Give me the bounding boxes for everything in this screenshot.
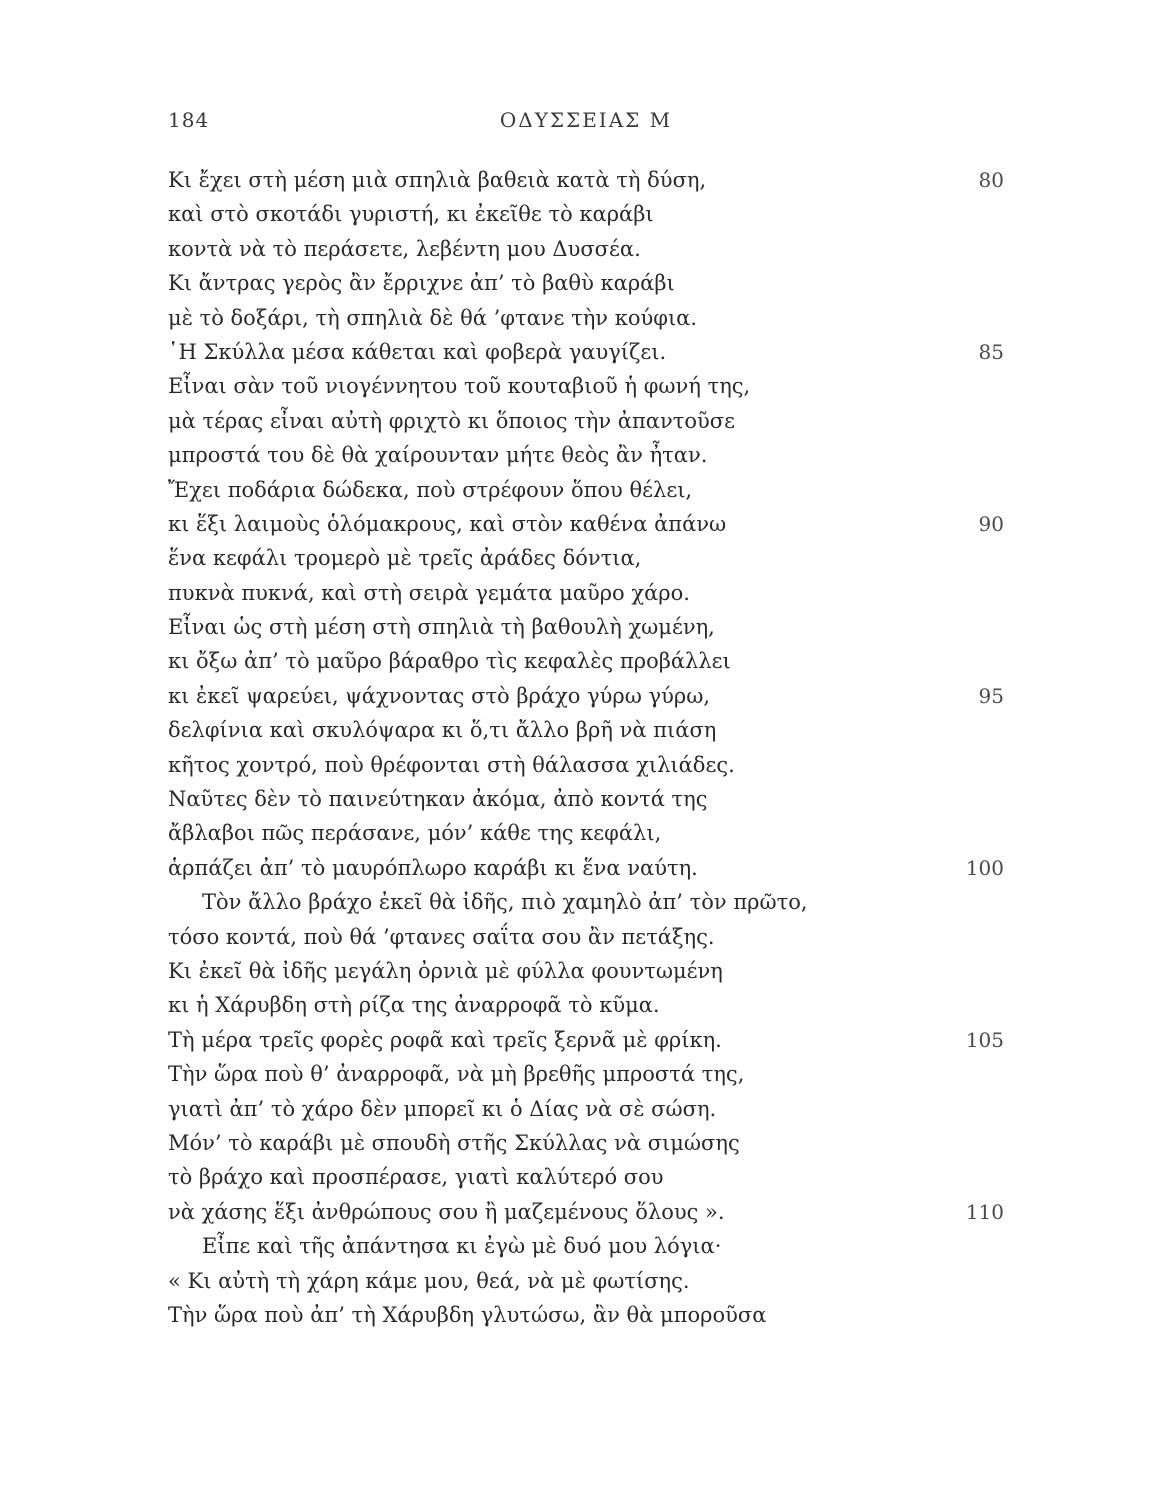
verse-text: κι ἕξι λαιμοὺς ὁλόμακρους, καὶ στὸν καθένα ἀπάνω xyxy=(168,511,727,536)
verse-line xyxy=(168,816,1004,850)
verse-line xyxy=(168,713,1004,747)
verse-text: Κι ἄντρας γερὸς ἂν ἔρριχνε ἀπ’ τὸ βαθὺ καράβι xyxy=(168,271,675,296)
verse-line xyxy=(168,1126,1004,1160)
verse-line xyxy=(168,644,1004,678)
verse-line xyxy=(168,1023,1004,1057)
verse-text: « Κι αὐτὴ τὴ χάρη κάμε μου, θεά, νὰ μὲ φωτίσης. xyxy=(168,1268,690,1293)
verse-line xyxy=(168,885,1004,919)
verse-text: Εἶπε καὶ τῆς ἀπάντησα κι ἐγὼ μὲ δυό μου λόγια· xyxy=(202,1234,722,1259)
line-number: 80 xyxy=(978,168,1004,192)
verse-text: καὶ στὸ σκοτάδι γυριστή, κι ἐκεῖθε τὸ καράβι xyxy=(168,202,654,227)
verse-line xyxy=(168,473,1004,507)
verse-text: νὰ χάσης ἕξι ἀνθρώπους σου ἢ μαζεμένους ὅλους ». xyxy=(168,1199,725,1224)
verse-text: Τὸν ἄλλο βράχο ἐκεῖ θὰ ἰδῆς, πιὸ χαμηλὸ ἀπ’ τὸν πρῶτο, xyxy=(202,890,808,915)
running-head xyxy=(168,108,1004,138)
verse-line xyxy=(168,679,1004,713)
verse-text: κι ἡ Χάρυβδη στὴ ρίζα της ἀναρροφᾶ τὸ κῦμα. xyxy=(168,993,660,1018)
verse-line xyxy=(168,335,1004,369)
verse-text: μὲ τὸ δοξάρι, τὴ σπηλιὰ δὲ θά ’φτανε τὴν κούφια. xyxy=(168,305,698,330)
verse-text: γιατὶ ἀπ’ τὸ χάρο δὲν μπορεῖ κι ὁ Δίας νὰ σὲ σώση. xyxy=(168,1096,717,1121)
running-title: ΟΔΥΣΣΕΙΑΣ Μ xyxy=(499,108,673,132)
verse-text: τὸ βράχο καὶ προσπέρασε, γιατὶ καλύτερό σου xyxy=(168,1165,664,1190)
verse-line xyxy=(168,748,1004,782)
verse-line xyxy=(168,851,1004,885)
verse-line xyxy=(168,988,1004,1022)
verse-line xyxy=(168,541,1004,575)
verse-line xyxy=(168,576,1004,610)
verse-text: Τὴ μέρα τρεῖς φορὲς ροφᾶ καὶ τρεῖς ξερνᾶ μὲ φρίκη. xyxy=(168,1027,722,1052)
verse-text: μὰ τέρας εἶναι αὐτὴ φριχτὸ κι ὅποιος τὴν ἀπαντοῦσε xyxy=(168,408,735,433)
verse-text: πυκνὰ πυκνά, καὶ στὴ σειρὰ γεμάτα μαῦρο χάρο. xyxy=(168,580,690,605)
verse-line xyxy=(168,438,1004,472)
verse-text: Μόν’ τὸ καράβι μὲ σπουδὴ στῆς Σκύλλας νὰ σιμώσης xyxy=(168,1130,740,1155)
verse-text: κι ἐκεῖ ψαρεύει, ψάχνοντας στὸ βράχο γύρω γύρω, xyxy=(168,683,711,708)
verse-text: Κι ἐκεῖ θὰ ἰδῆς μεγάλη ὀρνιὰ μὲ φύλλα φουντωμένη xyxy=(168,958,723,983)
line-number: 110 xyxy=(965,1199,1004,1224)
verse-line xyxy=(168,369,1004,403)
verse-text: ἁρπάζει ἀπ’ τὸ μαυρόπλωρο καράβι κι ἕνα ναύτη. xyxy=(168,855,698,880)
verse-line xyxy=(168,1057,1004,1091)
verse-text: τόσο κοντά, ποὺ θά ’φτανες σαΐτα σου ἂν πετάξης. xyxy=(168,924,715,949)
verse-line xyxy=(168,1195,1004,1229)
verse-text: Εἶναι σὰν τοῦ νιογέννητου τοῦ κουταβιοῦ ἡ φωνή της, xyxy=(168,374,751,399)
verse-text: δελφίνια καὶ σκυλόψαρα κι ὅ,τι ἄλλο βρῆ νὰ πιάση xyxy=(168,718,717,743)
verse-line xyxy=(168,197,1004,231)
verse-text: Εἶναι ὡς στὴ μέση στὴ σπηλιὰ τὴ βαθουλὴ χωμένη, xyxy=(168,615,715,640)
verse-text: Κι ἔχει στὴ μέση μιὰ σπηλιὰ βαθειὰ κατὰ τὴ δύση, xyxy=(168,168,707,192)
verse-text: ῾Η Σκύλλα μέσα κάθεται καὶ φοβερὰ γαυγίζει. xyxy=(168,339,667,364)
verse-line xyxy=(168,954,1004,988)
verse-line xyxy=(168,610,1004,644)
verse-text: Τὴν ὥρα ποὺ θ’ ἀναρροφᾶ, νὰ μὴ βρεθῆς μπροστά της, xyxy=(168,1062,745,1087)
verse-text: μπροστά του δὲ θὰ χαίρουνταν μήτε θεὸς ἂν ἦταν. xyxy=(168,443,708,468)
line-number: 85 xyxy=(978,339,1004,364)
verse-text: κοντὰ νὰ τὸ περάσετε, λεβέντη μου Δυσσέα. xyxy=(168,236,641,261)
verse-text: Τὴν ὥρα ποὺ ἀπ’ τὴ Χάρυβδη γλυτώσω, ἂν θὰ μποροῦσα xyxy=(168,1302,767,1327)
verse-line xyxy=(168,266,1004,300)
verse-block xyxy=(168,163,1004,1332)
verse-line xyxy=(168,920,1004,954)
verse-line xyxy=(168,163,1004,197)
verse-line xyxy=(168,782,1004,816)
verse-text: Ναῦτες δὲν τὸ παινεύτηκαν ἀκόμα, ἀπὸ κοντά της xyxy=(168,787,708,812)
verse-line xyxy=(168,232,1004,266)
page-number: 184 xyxy=(168,108,210,132)
verse-line xyxy=(168,1160,1004,1194)
line-number: 95 xyxy=(978,683,1004,708)
verse-text: ἕνα κεφάλι τρομερὸ μὲ τρεῖς ἀράδες δόντια, xyxy=(168,546,642,571)
line-number: 100 xyxy=(965,855,1004,880)
verse-text: κι ὄξω ἀπ’ τὸ μαῦρο βάραθρο τὶς κεφαλὲς προβάλλει xyxy=(168,649,731,674)
verse-line xyxy=(168,404,1004,438)
verse-line xyxy=(168,1298,1004,1332)
line-number: 90 xyxy=(978,511,1004,536)
line-number: 105 xyxy=(965,1027,1004,1052)
verse-line xyxy=(168,507,1004,541)
verse-text: Ἔχει ποδάρια δώδεκα, ποὺ στρέφουν ὅπου θέλει, xyxy=(168,477,693,502)
verse-line xyxy=(168,1264,1004,1298)
verse-line xyxy=(168,1229,1004,1263)
verse-text: ἄβλαβοι πῶς περάσανε, μόν’ κάθε της κεφάλι, xyxy=(168,821,662,846)
verse-text: κῆτος χοντρό, ποὺ θρέφονται στὴ θάλασσα χιλιάδες. xyxy=(168,752,735,777)
verse-line xyxy=(168,301,1004,335)
verse-line xyxy=(168,1092,1004,1126)
